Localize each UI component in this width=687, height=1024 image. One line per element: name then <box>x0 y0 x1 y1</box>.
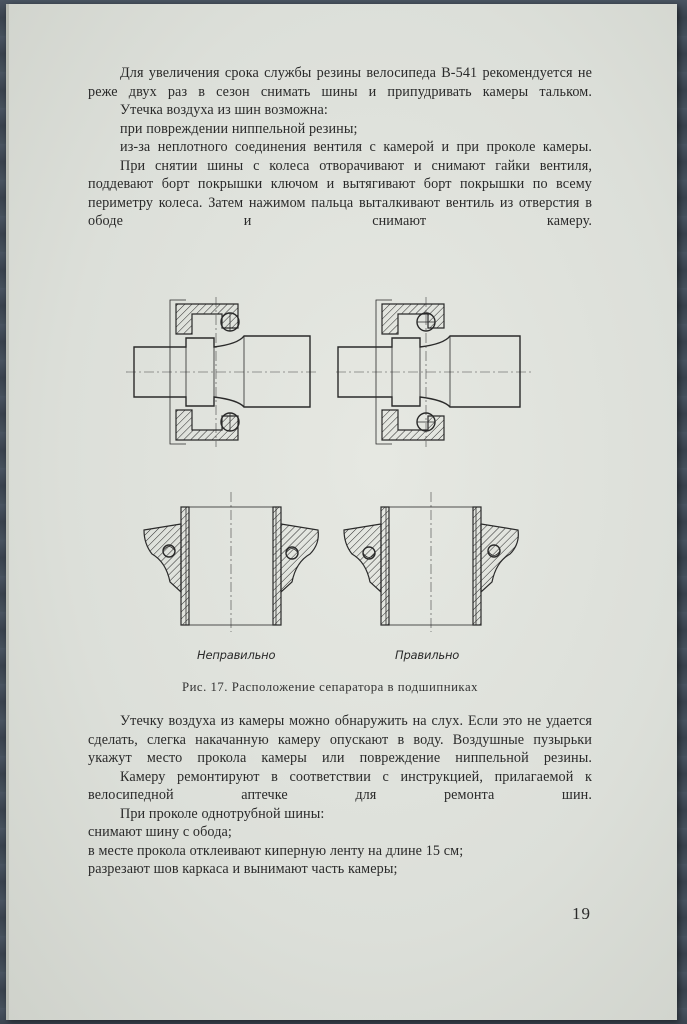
list-item: разрезают шов каркаса и вынимают часть камеры; <box>88 861 398 877</box>
bottom-text-block <box>88 712 592 879</box>
bottom-left-hub <box>144 492 318 632</box>
paragraph: Утечку воздуха из камеры можно обнаружить на слух. Если это не удается сделать, слегка накачанную камеру опускают в воду. Воздушные пузырьки укажут место прокола камеры или повреждение ниппельной резины. <box>88 713 592 766</box>
top-right-bearing <box>336 297 531 447</box>
top-left-bearing <box>126 297 316 447</box>
label-right: Правильно <box>395 648 460 662</box>
paragraph: При снятии шины с колеса отворачивают и снимают гайки вентиля, поддевают борт покрышки ключом и вытягивают борт покрышки по всему периметру колеса. Затем нажимом пальца выталкивают вентиль из отверстия в ободе и снимают камеру. <box>88 157 592 229</box>
paragraph: Для увеличения срока службы резины велосипеда В-541 рекомендуется не реже двух раз в сезон снимать шины и припудривать камеры тальком. <box>88 65 592 100</box>
paragraph: Утечка воздуха из шин возможна: <box>120 102 328 118</box>
paragraph: Камеру ремонтируют в соответствии с инструкцией, прилагаемой к велосипедной аптечке для ремонта шин. <box>88 768 592 803</box>
label-wrong: Неправильно <box>197 648 276 662</box>
bottom-right-hub <box>344 492 518 632</box>
list-item: из-за неплотного соединения вентиля с камерой и при проколе камеры. <box>120 139 592 155</box>
figure-caption: Рис. 17. Расположение сепаратора в подшипниках <box>181 680 479 694</box>
page-number: 19 <box>572 904 591 923</box>
list-item: снимают шину с обода; <box>88 824 232 840</box>
top-text-block <box>88 64 592 231</box>
list-item: при повреждении ниппельной резины; <box>120 120 358 137</box>
paragraph: При проколе однотрубной шины: <box>120 805 325 822</box>
bearing-diagram <box>126 292 536 692</box>
list-item: в месте прокола отклеивают киперную ленту на длине 15 см; <box>88 842 464 859</box>
